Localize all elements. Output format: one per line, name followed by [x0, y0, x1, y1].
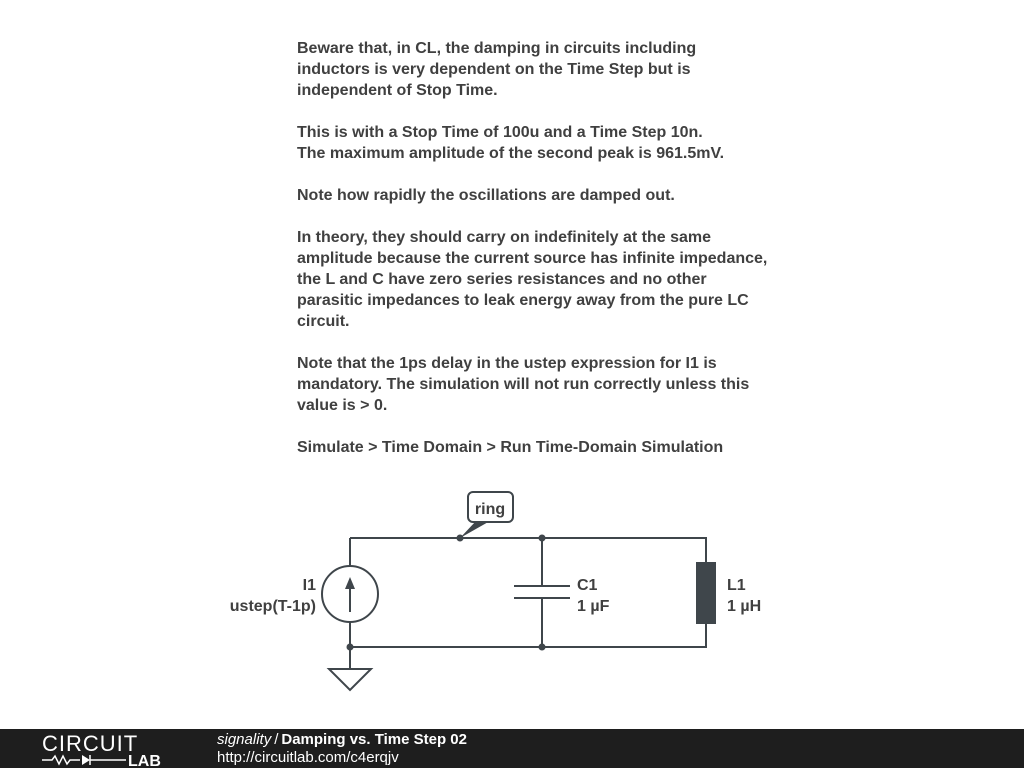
node-label-text: ring — [474, 501, 506, 518]
logo-top-text: CIRCUIT — [42, 731, 139, 756]
diode-icon — [82, 755, 90, 765]
note-paragraph-1: Beware that, in CL, the damping in circuits including inductors is very dependent on the Time Step but is independent of Stop Time. — [297, 40, 697, 99]
resistor-icon — [42, 756, 80, 764]
capacitor-name-label: C1 — [577, 577, 598, 594]
author-link[interactable]: signality — [217, 731, 272, 748]
capacitor-c1[interactable] — [514, 586, 570, 598]
inductor-l1[interactable] — [696, 562, 716, 624]
circuit-url[interactable]: http://circuitlab.com/c4erqjv — [217, 749, 399, 766]
node-label-pointer — [460, 521, 490, 538]
inductor-value-label: 1 µH — [727, 598, 762, 615]
note-paragraph-5: Note that the 1ps delay in the ustep expression for I1 is mandatory. The simulation will not run correctly unless this value is > 0. — [297, 355, 750, 414]
current-source-i1[interactable] — [322, 566, 378, 622]
circuitlab-logo[interactable] — [42, 731, 182, 767]
logo-bottom-text: LAB — [128, 753, 161, 767]
circuit-title — [217, 731, 467, 749]
title-separator: / — [274, 731, 279, 748]
inductor-name-label: L1 — [727, 577, 746, 594]
note-paragraph-6: Simulate > Time Domain > Run Time-Domain Simulation — [297, 439, 724, 456]
note-paragraph-2: This is with a Stop Time of 100u and a Time Step 10n. The maximum amplitude of the second peak is 961.5mV. — [297, 124, 725, 162]
junction-dot-top — [539, 535, 546, 542]
footer-bar — [0, 729, 1024, 768]
node-label-ring[interactable] — [460, 492, 513, 538]
capacitor-value-label: 1 µF — [577, 598, 610, 615]
circuit-name[interactable]: Damping vs. Time Step 02 — [281, 731, 467, 748]
ground-icon — [329, 669, 371, 690]
junction-dot-ground — [347, 644, 354, 651]
note-paragraph-3: Note how rapidly the oscillations are damped out. — [297, 187, 675, 204]
source-value-label: ustep(T-1p) — [229, 598, 316, 615]
source-name-label: I1 — [302, 577, 316, 594]
note-paragraph-4: In theory, they should carry on indefinitely at the same amplitude because the current source has infinite impedance, the L and C have zero series resistances and no other parasitic impedances to leak energy away from the pure LC circuit. — [297, 229, 768, 330]
junction-dot-bottom — [539, 644, 546, 651]
